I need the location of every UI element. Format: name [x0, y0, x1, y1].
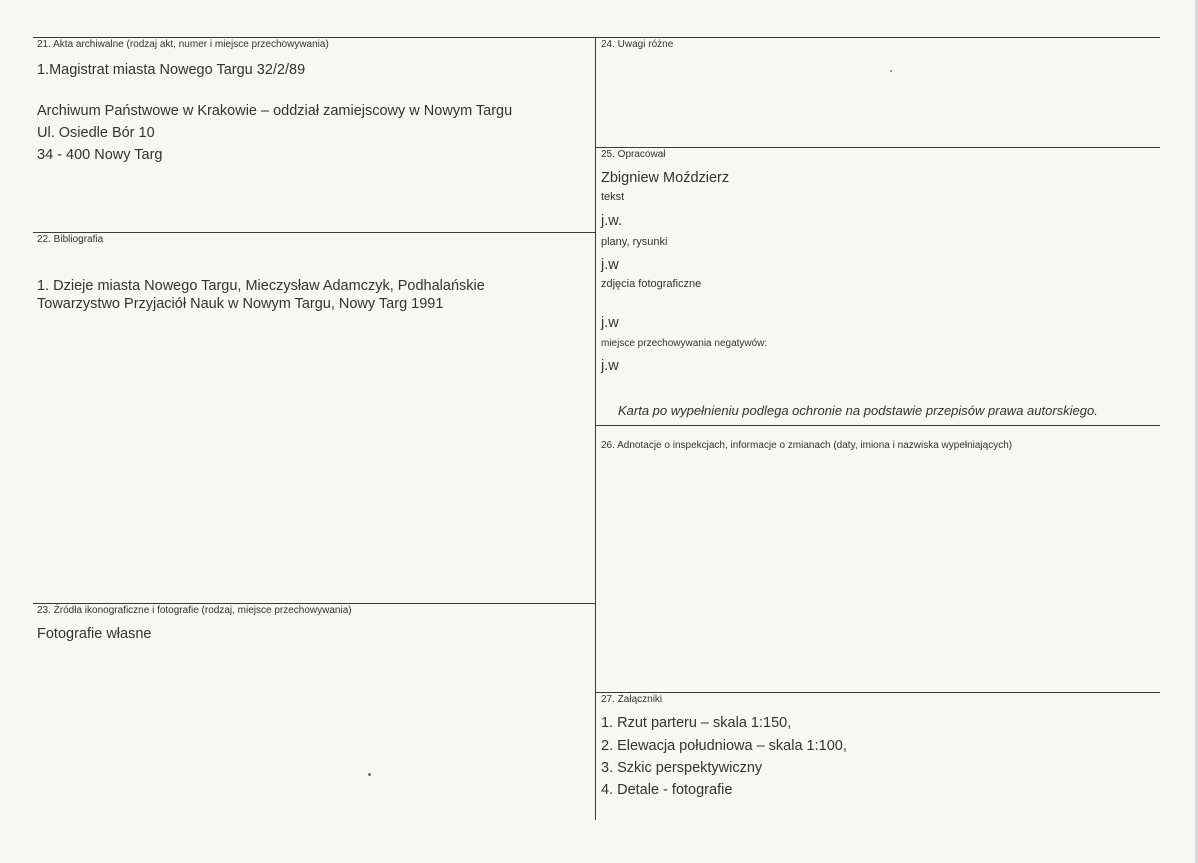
rule-section-25	[595, 147, 1160, 148]
scan-speck	[368, 773, 371, 776]
text-author-value: j.w.	[601, 213, 622, 229]
negatives-location-value: j.w	[601, 358, 619, 374]
copyright-note: Karta po wypełnieniu podlega ochronie na podstawie przepisów prawa autorskiego.	[618, 403, 1098, 418]
section-26-label: 26. Adnotacje o inspekcjach, informacje o zmianach (daty, imiona i nazwiska wypełniających)	[601, 440, 1013, 451]
plans-author-value: j.w	[601, 257, 619, 273]
photos-author-value: j.w	[601, 315, 619, 331]
section-22-label: 22. Bibliografia	[37, 234, 104, 245]
section-27-label: 27. Załączniki	[601, 694, 663, 705]
attachment-item: 4. Detale - fotografie	[601, 782, 733, 798]
section-23-label: 23. Źródła ikonograficzne i fotografie (rodzaj, miejsce przechowywania)	[37, 605, 352, 616]
section-23-line-1: Fotografie własne	[37, 626, 152, 642]
rule-section-26	[595, 425, 1160, 426]
section-21-label: 21. Akta archiwalne (rodzaj akt, numer i miejsce przechowywania)	[37, 39, 329, 50]
column-divider	[595, 37, 596, 820]
attachment-item: 1. Rzut parteru – skala 1:150,	[601, 715, 792, 731]
photos-author-label: zdjęcia fotograficzne	[601, 278, 702, 290]
scan-speck	[890, 70, 892, 72]
rule-section-22	[33, 232, 595, 233]
section-22-line-1: 1. Dzieje miasta Nowego Targu, Mieczysław Adamczyk, Podhalańskie	[37, 278, 485, 294]
top-rule	[33, 37, 1160, 38]
rule-section-23	[33, 603, 595, 604]
section-25-label: 25. Opracował	[601, 149, 666, 160]
text-author-label: tekst	[601, 191, 625, 203]
section-21-line-3: Ul. Osiedle Bór 10	[37, 125, 155, 141]
negatives-location-label: miejsce przechowywania negatywów:	[601, 338, 768, 349]
section-21-line-1: 1.Magistrat miasta Nowego Targu 32/2/89	[37, 62, 306, 78]
plans-author-label: plany, rysunki	[601, 236, 668, 248]
author-name: Zbigniew Moździerz	[601, 170, 730, 186]
attachment-item: 2. Elewacja południowa – skala 1:100,	[601, 738, 847, 754]
attachment-item: 3. Szkic perspektywiczny	[601, 760, 763, 776]
section-22-line-2: Towarzystwo Przyjaciół Nauk w Nowym Targu, Nowy Targ 1991	[37, 296, 444, 312]
section-21-line-4: 34 - 400 Nowy Targ	[37, 147, 163, 163]
section-24-label: 24. Uwagi różne	[601, 39, 674, 50]
rule-section-27	[595, 692, 1160, 693]
section-21-line-2: Archiwum Państwowe w Krakowie – oddział zamiejscowy w Nowym Targu	[37, 103, 513, 119]
